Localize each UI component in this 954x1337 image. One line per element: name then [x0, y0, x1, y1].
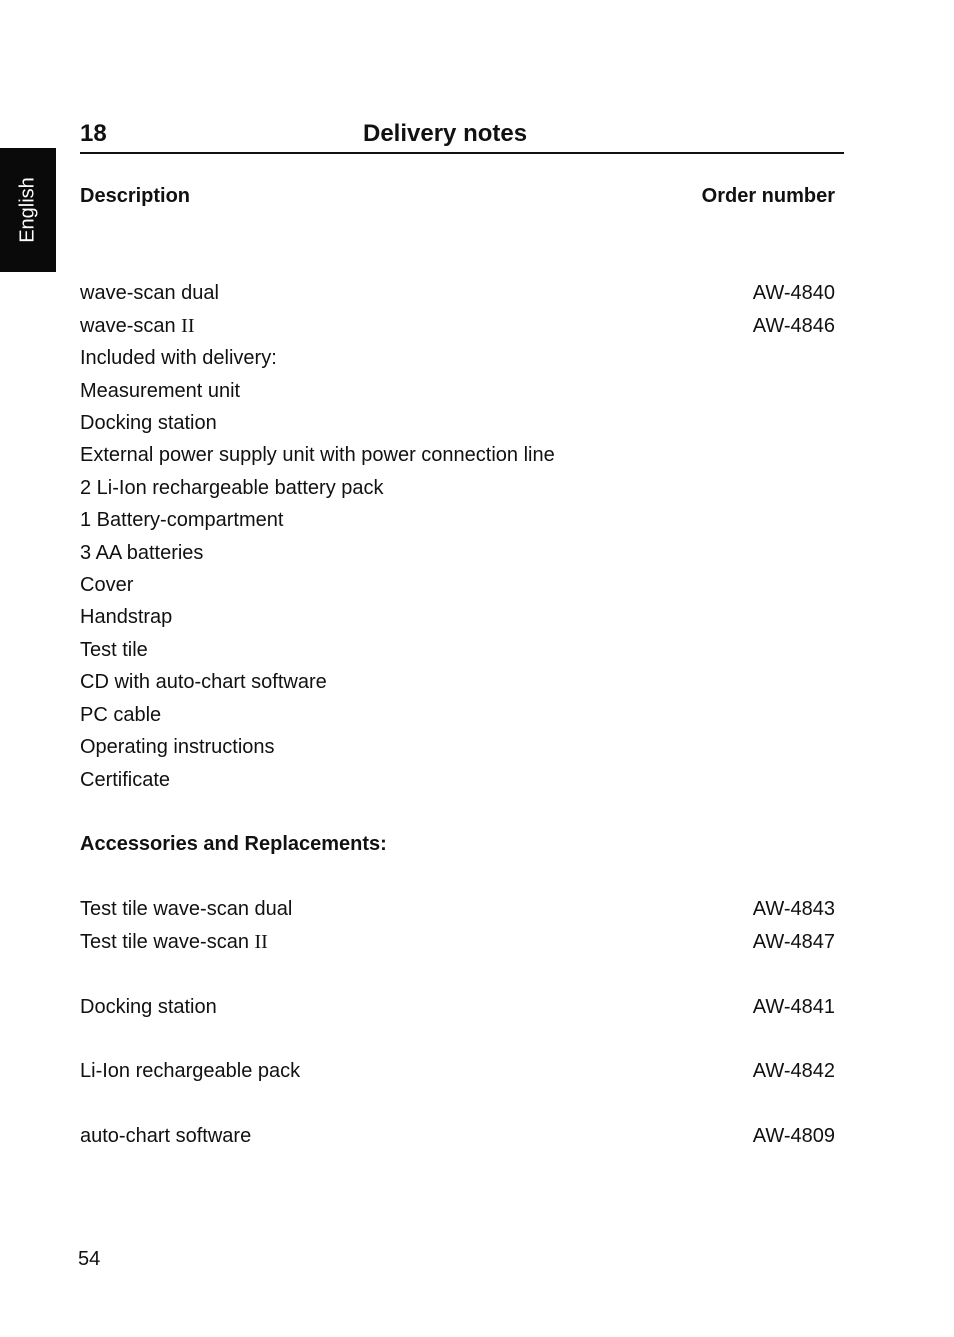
- product-row-wave-scan-ii: [80, 311, 835, 341]
- included-item: Certificate: [80, 769, 171, 791]
- product-name: [80, 315, 194, 337]
- included-item: Cover: [80, 574, 134, 596]
- included-item: CD with auto-chart software: [80, 671, 327, 693]
- product-name-roman-numeral: II: [181, 315, 195, 337]
- included-item: Operating instructions: [80, 736, 275, 758]
- page-title: Delivery notes: [363, 120, 528, 147]
- included-item: Docking station: [80, 412, 217, 434]
- order-number: AW-4846: [752, 315, 835, 337]
- included-item: 2 Li-Ion rechargeable battery pack: [80, 477, 384, 499]
- included-item: Measurement unit: [80, 380, 241, 402]
- accessory-row: [80, 1056, 835, 1086]
- section-header: [80, 118, 844, 154]
- order-number: AW-4847: [752, 931, 835, 953]
- language-tab-label: English: [16, 177, 39, 243]
- accessory-name: Li-Ion rechargeable pack: [80, 1060, 301, 1082]
- accessory-row: [80, 1121, 835, 1151]
- accessory-name: auto-chart software: [80, 1125, 252, 1147]
- included-item: PC cable: [80, 704, 162, 726]
- order-number: AW-4841: [752, 996, 835, 1018]
- chapter-number: 18: [80, 120, 107, 147]
- accessory-row: [80, 992, 835, 1022]
- accessory-row: [80, 927, 835, 957]
- included-heading: Included with delivery:: [80, 347, 277, 369]
- product-row-wave-scan-dual: [80, 278, 835, 308]
- included-item: 3 AA batteries: [80, 542, 204, 564]
- accessory-name-roman-numeral: II: [254, 931, 268, 953]
- accessory-name: Docking station: [80, 996, 217, 1018]
- accessory-name: [80, 931, 268, 953]
- order-number: AW-4842: [752, 1060, 835, 1082]
- included-item: Test tile: [80, 639, 148, 661]
- order-number: AW-4843: [752, 898, 835, 920]
- column-headers: [80, 181, 835, 211]
- included-item: Handstrap: [80, 606, 173, 628]
- description-column-header: Description: [80, 185, 191, 207]
- included-item: 1 Battery-compartment: [80, 509, 284, 531]
- order-number: AW-4840: [752, 282, 835, 304]
- included-item: External power supply unit with power connection line: [80, 444, 555, 466]
- accessory-name: Test tile wave-scan dual: [80, 898, 293, 920]
- accessories-heading: Accessories and Replacements:: [80, 833, 387, 855]
- order-number: AW-4809: [752, 1125, 835, 1147]
- page-number: 54: [78, 1248, 101, 1270]
- product-name: wave-scan dual: [80, 282, 219, 304]
- accessory-name-prefix: Test tile wave-scan: [80, 931, 255, 953]
- language-tab: [0, 148, 56, 272]
- order-number-column-header: Order number: [701, 185, 835, 207]
- product-name-prefix: wave-scan: [80, 315, 182, 337]
- accessory-row: [80, 894, 835, 924]
